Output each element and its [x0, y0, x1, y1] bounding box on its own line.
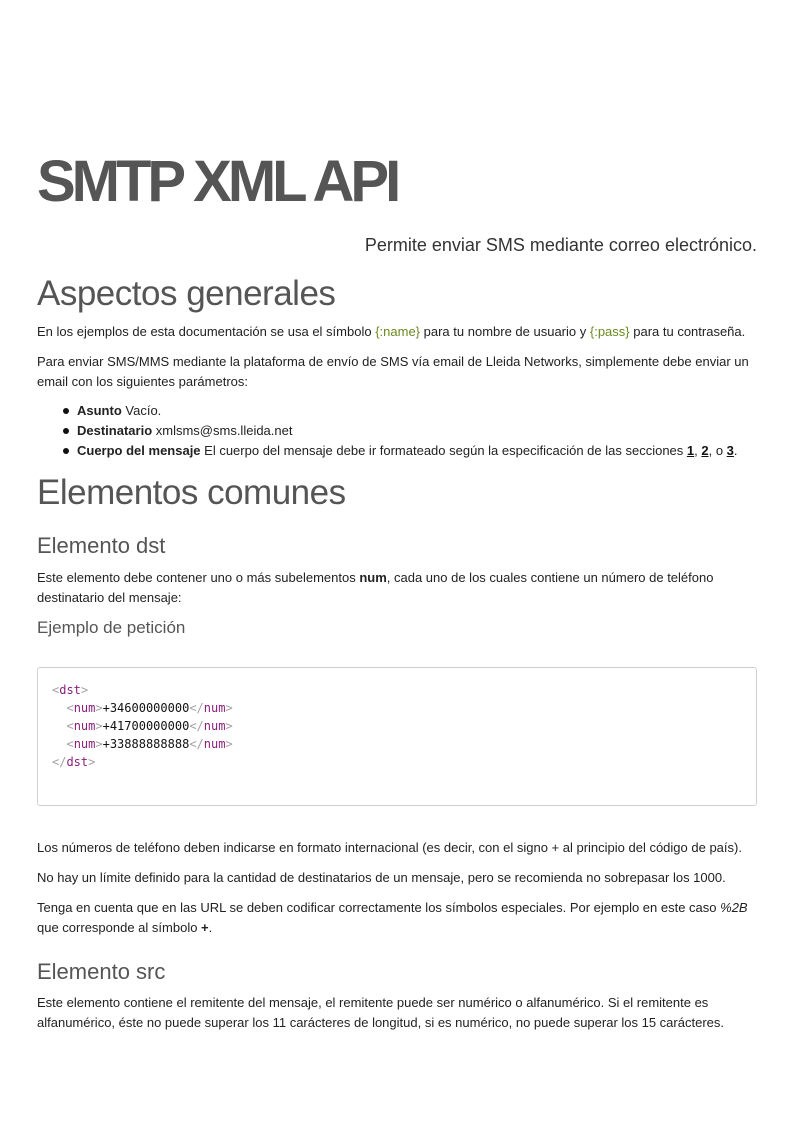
section-link-1[interactable]: 1 [686, 443, 695, 458]
text-fragment: . [208, 920, 213, 935]
item-text: xmlsms@sms.lleida.net [152, 423, 293, 438]
section-link-3[interactable]: 3 [726, 443, 734, 458]
parameters-list [37, 401, 757, 461]
text-fragment: que corresponde al símbolo [37, 920, 202, 935]
text-fragment: , o [708, 443, 727, 458]
heading-elemento-dst: Elemento dst [37, 533, 166, 558]
bold-num: num [359, 570, 387, 585]
code-tag: num [73, 737, 96, 751]
code-number: +33888888888 [102, 737, 190, 751]
paragraph-note-limit: No hay un límite definido para la cantidad de destinatarios de un mensaje, pero se recomienda no sobrepasar los 1000. [37, 870, 726, 885]
item-label: Destinatario [77, 423, 153, 438]
paragraph-src: Este elemento contiene el remitente del mensaje, el remitente puede ser numérico o alfanumérico. Si el remitente es alfanumérico, éste no puede superar los 11 carácteres de longitud, si es numérico, no puede superar los 15 carácteres. [37, 995, 724, 1030]
code-tag: dst [59, 683, 81, 697]
paragraph-intro: Para enviar SMS/MMS mediante la plataforma de envío de SMS vía email de Lleida Networks, simplemente debe enviar un email con los siguientes parámetros: [37, 354, 749, 389]
list-item [77, 441, 757, 461]
heading-ejemplo-peticion: Ejemplo de petición [37, 618, 186, 637]
code-line: <num>+34600000000</num> [66, 701, 233, 715]
plus-symbol: + [201, 920, 209, 935]
list-item [77, 401, 757, 421]
paragraph-dst [37, 568, 757, 608]
text-fragment: En los ejemplos de esta documentación se usa el símbolo [37, 324, 376, 339]
code-line: <num>+41700000000</num> [66, 719, 233, 733]
code-number: +34600000000 [102, 701, 190, 715]
code-example-box [37, 667, 757, 806]
paragraph-note-url [37, 898, 757, 938]
text-fragment: . [733, 443, 738, 458]
encoded-plus: %2B [720, 900, 748, 915]
code-tag: num [203, 737, 226, 751]
heading-aspectos-generales: Aspectos generales [37, 274, 336, 313]
token-name: {:name} [375, 324, 421, 339]
token-pass: {:pass} [589, 324, 630, 339]
code-tag: num [73, 701, 96, 715]
code-line: </dst> [52, 755, 96, 769]
code-tag: num [203, 719, 226, 733]
text-fragment: , [694, 443, 702, 458]
item-text: Vacío. [121, 403, 162, 418]
heading-elementos-comunes: Elementos comunes [37, 473, 346, 512]
paragraph-symbols [37, 322, 757, 342]
text-fragment: , cada uno de los cuales contiene un número de teléfono destinatario del mensaje: [37, 570, 714, 605]
code-number: +41700000000 [102, 719, 190, 733]
code-tag: num [73, 719, 96, 733]
item-text: El cuerpo del mensaje debe ir formateado según la especificación de las secciones [200, 443, 687, 458]
code-tag: num [203, 701, 226, 715]
section-link-2[interactable]: 2 [701, 443, 709, 458]
heading-elemento-src: Elemento src [37, 959, 166, 984]
list-item [77, 421, 757, 441]
code-line: <dst> [52, 683, 89, 697]
text-fragment: Este elemento debe contener uno o más subelementos [37, 570, 360, 585]
document-title: SMTP XML API [37, 149, 398, 214]
document-subtitle: Permite enviar SMS mediante correo electrónico. [364, 235, 757, 255]
paragraph-note-format: Los números de teléfono deben indicarse en formato internacional (es decir, con el signo + al principio del código de país). [37, 840, 742, 855]
item-label: Cuerpo del mensaje [77, 443, 201, 458]
text-fragment: Tenga en cuenta que en las URL se deben codificar correctamente los símbolos especiales. Por ejemplo en este caso [37, 900, 721, 915]
text-fragment: para tu nombre de usuario y [420, 324, 590, 339]
code-tag: dst [66, 755, 89, 769]
text-fragment: para tu contraseña. [629, 324, 746, 339]
code-line: <num>+33888888888</num> [66, 737, 233, 751]
item-label: Asunto [77, 403, 122, 418]
